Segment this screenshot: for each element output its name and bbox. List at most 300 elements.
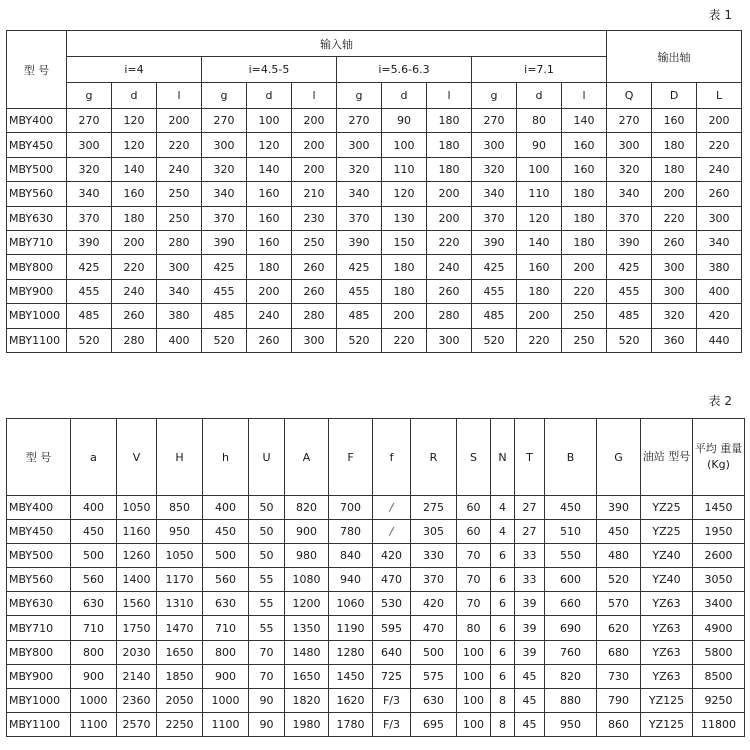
value-cell: 200 xyxy=(652,182,697,206)
value-cell: 260 xyxy=(292,255,337,279)
value-cell: 520 xyxy=(337,328,382,352)
value-cell: 39 xyxy=(515,640,545,664)
value-cell: 820 xyxy=(285,496,329,520)
model-cell: MBY900 xyxy=(7,279,67,303)
value-cell: 140 xyxy=(562,109,607,133)
table-row xyxy=(7,206,742,230)
sub-header-cell: L xyxy=(697,83,742,109)
value-cell: 340 xyxy=(472,182,517,206)
value-cell: 850 xyxy=(157,496,203,520)
value-cell: 380 xyxy=(157,304,202,328)
dimension-weight-table xyxy=(6,418,745,737)
value-cell: 200 xyxy=(517,304,562,328)
table-row xyxy=(7,230,742,254)
value-cell: 950 xyxy=(157,520,203,544)
value-cell: 320 xyxy=(607,157,652,181)
value-cell: 100 xyxy=(457,688,491,712)
column-header: T xyxy=(515,419,545,496)
value-cell: 33 xyxy=(515,568,545,592)
value-cell: 320 xyxy=(337,157,382,181)
value-cell: 180 xyxy=(427,109,472,133)
value-cell: 1280 xyxy=(329,640,373,664)
value-cell: 180 xyxy=(112,206,157,230)
value-cell: 240 xyxy=(427,255,472,279)
value-cell: 300 xyxy=(202,133,247,157)
value-cell: 230 xyxy=(292,206,337,230)
model-cell: MBY800 xyxy=(7,640,71,664)
value-cell: 140 xyxy=(112,157,157,181)
value-cell: 695 xyxy=(411,712,457,736)
value-cell: 4900 xyxy=(693,616,745,640)
value-cell: 620 xyxy=(597,616,641,640)
value-cell: 210 xyxy=(292,182,337,206)
value-cell: 1820 xyxy=(285,688,329,712)
table-row xyxy=(7,544,745,568)
value-cell: 340 xyxy=(697,230,742,254)
model-cell: MBY710 xyxy=(7,230,67,254)
sub-header-cell: g xyxy=(67,83,112,109)
model-cell: MBY800 xyxy=(7,255,67,279)
value-cell: 1060 xyxy=(329,592,373,616)
value-cell: 1780 xyxy=(329,712,373,736)
value-cell: 390 xyxy=(67,230,112,254)
value-cell: 1400 xyxy=(117,568,157,592)
value-cell: 120 xyxy=(112,133,157,157)
value-cell: 500 xyxy=(411,640,457,664)
value-cell: 120 xyxy=(517,206,562,230)
model-cell: MBY710 xyxy=(7,616,71,640)
table-row xyxy=(7,109,742,133)
value-cell: 480 xyxy=(597,544,641,568)
value-cell: 760 xyxy=(545,640,597,664)
value-cell: YZ125 xyxy=(641,712,693,736)
value-cell: 2050 xyxy=(157,688,203,712)
value-cell: 220 xyxy=(382,328,427,352)
value-cell: 160 xyxy=(652,109,697,133)
value-cell: 70 xyxy=(249,664,285,688)
value-cell: 55 xyxy=(249,592,285,616)
value-cell: 1080 xyxy=(285,568,329,592)
value-cell: 6 xyxy=(491,592,515,616)
sub-header-cell: d xyxy=(517,83,562,109)
value-cell: 80 xyxy=(457,616,491,640)
value-cell: 160 xyxy=(247,182,292,206)
value-cell: 180 xyxy=(562,230,607,254)
table-row xyxy=(7,279,742,303)
value-cell: YZ63 xyxy=(641,592,693,616)
value-cell: 340 xyxy=(202,182,247,206)
input-output-shaft-table xyxy=(6,30,742,353)
value-cell: 240 xyxy=(247,304,292,328)
value-cell: 6 xyxy=(491,640,515,664)
value-cell: 425 xyxy=(337,255,382,279)
value-cell: 485 xyxy=(607,304,652,328)
table-row xyxy=(7,640,745,664)
value-cell: 140 xyxy=(517,230,562,254)
value-cell: 690 xyxy=(545,616,597,640)
value-cell: 510 xyxy=(545,520,597,544)
value-cell: 1620 xyxy=(329,688,373,712)
table-row xyxy=(7,688,745,712)
value-cell: 280 xyxy=(292,304,337,328)
value-cell: 595 xyxy=(373,616,411,640)
column-header: U xyxy=(249,419,285,496)
value-cell: 220 xyxy=(652,206,697,230)
value-cell: 70 xyxy=(249,640,285,664)
model-cell: MBY450 xyxy=(7,133,67,157)
model-cell: MBY1000 xyxy=(7,304,67,328)
value-cell: 100 xyxy=(247,109,292,133)
table2-header-row xyxy=(7,419,745,496)
value-cell: 275 xyxy=(411,496,457,520)
value-cell: 840 xyxy=(329,544,373,568)
value-cell: 450 xyxy=(597,520,641,544)
value-cell: 1100 xyxy=(203,712,249,736)
value-cell: 900 xyxy=(285,520,329,544)
value-cell: 470 xyxy=(373,568,411,592)
value-cell: 425 xyxy=(202,255,247,279)
value-cell: 1350 xyxy=(285,616,329,640)
value-cell: 710 xyxy=(71,616,117,640)
value-cell: 180 xyxy=(382,279,427,303)
value-cell: 425 xyxy=(472,255,517,279)
value-cell: 9250 xyxy=(693,688,745,712)
value-cell: 330 xyxy=(411,544,457,568)
value-cell: YZ63 xyxy=(641,664,693,688)
model-cell: MBY1100 xyxy=(7,328,67,352)
column-header: N xyxy=(491,419,515,496)
sub-header-cell: g xyxy=(337,83,382,109)
value-cell: 160 xyxy=(247,230,292,254)
column-header: F xyxy=(329,419,373,496)
value-cell: 280 xyxy=(427,304,472,328)
value-cell: 180 xyxy=(247,255,292,279)
value-cell: 80 xyxy=(517,109,562,133)
value-cell: 200 xyxy=(292,157,337,181)
value-cell: 270 xyxy=(202,109,247,133)
value-cell: 8500 xyxy=(693,664,745,688)
value-cell: 390 xyxy=(337,230,382,254)
value-cell: 1050 xyxy=(157,544,203,568)
value-cell: 100 xyxy=(457,664,491,688)
column-header: V xyxy=(117,419,157,496)
value-cell: 660 xyxy=(545,592,597,616)
model-cell: MBY400 xyxy=(7,109,67,133)
value-cell: 180 xyxy=(427,157,472,181)
value-cell: 260 xyxy=(247,328,292,352)
model-cell: MBY1000 xyxy=(7,688,71,712)
value-cell: 130 xyxy=(382,206,427,230)
table-row xyxy=(7,496,745,520)
column-header: A xyxy=(285,419,329,496)
value-cell: 6 xyxy=(491,568,515,592)
value-cell: 240 xyxy=(157,157,202,181)
value-cell: 485 xyxy=(67,304,112,328)
table-row xyxy=(7,157,742,181)
table-row xyxy=(7,304,742,328)
value-cell: 8 xyxy=(491,712,515,736)
sub-header-cell: l xyxy=(427,83,472,109)
value-cell: 520 xyxy=(607,328,652,352)
value-cell: 180 xyxy=(517,279,562,303)
value-cell: 260 xyxy=(697,182,742,206)
value-cell: 50 xyxy=(249,496,285,520)
value-cell: 220 xyxy=(157,133,202,157)
value-cell: 300 xyxy=(697,206,742,230)
model-cell: MBY400 xyxy=(7,496,71,520)
column-header: G xyxy=(597,419,641,496)
value-cell: 370 xyxy=(411,568,457,592)
value-cell: 110 xyxy=(382,157,427,181)
value-cell: 300 xyxy=(652,279,697,303)
model-cell: MBY1100 xyxy=(7,712,71,736)
model-cell: MBY560 xyxy=(7,182,67,206)
value-cell: F/3 xyxy=(373,688,411,712)
table-row xyxy=(7,568,745,592)
value-cell: 270 xyxy=(607,109,652,133)
value-cell: 1980 xyxy=(285,712,329,736)
sub-header-cell: l xyxy=(292,83,337,109)
value-cell: 485 xyxy=(202,304,247,328)
value-cell: 630 xyxy=(71,592,117,616)
value-cell: 390 xyxy=(597,496,641,520)
value-cell: YZ25 xyxy=(641,496,693,520)
value-cell: 11800 xyxy=(693,712,745,736)
value-cell: 520 xyxy=(472,328,517,352)
value-cell: 100 xyxy=(382,133,427,157)
value-cell: 320 xyxy=(67,157,112,181)
value-cell: 980 xyxy=(285,544,329,568)
value-cell: 260 xyxy=(427,279,472,303)
value-cell: 5800 xyxy=(693,640,745,664)
value-cell: 250 xyxy=(292,230,337,254)
value-cell: 4 xyxy=(491,496,515,520)
value-cell: / xyxy=(373,496,411,520)
value-cell: 200 xyxy=(562,255,607,279)
value-cell: 300 xyxy=(652,255,697,279)
value-cell: 370 xyxy=(337,206,382,230)
value-cell: 1950 xyxy=(693,520,745,544)
table-row xyxy=(7,133,742,157)
table2-caption: 表 2 xyxy=(708,394,732,408)
value-cell: F/3 xyxy=(373,712,411,736)
value-cell: 180 xyxy=(562,182,607,206)
value-cell: 390 xyxy=(202,230,247,254)
value-cell: 160 xyxy=(562,133,607,157)
column-header: a xyxy=(71,419,117,496)
ratio-header: i=5.6-6.3 xyxy=(337,57,472,83)
value-cell: 60 xyxy=(457,496,491,520)
column-header: H xyxy=(157,419,203,496)
value-cell: 820 xyxy=(545,664,597,688)
model-cell: MBY560 xyxy=(7,568,71,592)
value-cell: 1160 xyxy=(117,520,157,544)
value-cell: 1560 xyxy=(117,592,157,616)
value-cell: 120 xyxy=(112,109,157,133)
value-cell: 1190 xyxy=(329,616,373,640)
table2-body xyxy=(7,496,745,737)
value-cell: 530 xyxy=(373,592,411,616)
value-cell: YZ40 xyxy=(641,568,693,592)
value-cell: 1310 xyxy=(157,592,203,616)
model-header: 型 号 xyxy=(7,31,67,109)
value-cell: 110 xyxy=(517,182,562,206)
sub-header-row xyxy=(7,83,742,109)
value-cell: 180 xyxy=(382,255,427,279)
table-row xyxy=(7,255,742,279)
table-row xyxy=(7,616,745,640)
value-cell: 320 xyxy=(202,157,247,181)
model-cell: MBY900 xyxy=(7,664,71,688)
value-cell: 90 xyxy=(249,712,285,736)
value-cell: 900 xyxy=(203,664,249,688)
value-cell: 70 xyxy=(457,544,491,568)
value-cell: 45 xyxy=(515,712,545,736)
value-cell: 425 xyxy=(607,255,652,279)
value-cell: 55 xyxy=(249,568,285,592)
value-cell: 1850 xyxy=(157,664,203,688)
value-cell: 2600 xyxy=(693,544,745,568)
value-cell: 100 xyxy=(457,640,491,664)
value-cell: 880 xyxy=(545,688,597,712)
value-cell: 300 xyxy=(292,328,337,352)
column-header: S xyxy=(457,419,491,496)
value-cell: 220 xyxy=(427,230,472,254)
value-cell: 1450 xyxy=(693,496,745,520)
value-cell: 800 xyxy=(71,640,117,664)
value-cell: 180 xyxy=(562,206,607,230)
value-cell: 520 xyxy=(67,328,112,352)
value-cell: 485 xyxy=(337,304,382,328)
value-cell: 320 xyxy=(472,157,517,181)
value-cell: 300 xyxy=(337,133,382,157)
value-cell: 2030 xyxy=(117,640,157,664)
model-cell: MBY500 xyxy=(7,544,71,568)
value-cell: 400 xyxy=(203,496,249,520)
value-cell: 400 xyxy=(697,279,742,303)
value-cell: 455 xyxy=(337,279,382,303)
value-cell: 1750 xyxy=(117,616,157,640)
value-cell: 2140 xyxy=(117,664,157,688)
value-cell: 1470 xyxy=(157,616,203,640)
value-cell: 270 xyxy=(472,109,517,133)
table1-caption: 表 1 xyxy=(708,8,732,22)
output-shaft-header: 输出轴 xyxy=(607,31,742,83)
value-cell: 300 xyxy=(472,133,517,157)
value-cell: 39 xyxy=(515,616,545,640)
value-cell: 2250 xyxy=(157,712,203,736)
value-cell: 300 xyxy=(607,133,652,157)
value-cell: YZ40 xyxy=(641,544,693,568)
value-cell: 160 xyxy=(562,157,607,181)
value-cell: 420 xyxy=(373,544,411,568)
value-cell: 160 xyxy=(517,255,562,279)
value-cell: 550 xyxy=(545,544,597,568)
value-cell: 250 xyxy=(157,206,202,230)
value-cell: 1050 xyxy=(117,496,157,520)
value-cell: 710 xyxy=(203,616,249,640)
value-cell: 2570 xyxy=(117,712,157,736)
value-cell: 455 xyxy=(202,279,247,303)
value-cell: 450 xyxy=(71,520,117,544)
sub-header-cell: g xyxy=(472,83,517,109)
value-cell: 200 xyxy=(427,206,472,230)
sub-header-cell: l xyxy=(157,83,202,109)
column-header: 平均 重量 (Kg) xyxy=(693,419,745,496)
value-cell: 100 xyxy=(457,712,491,736)
value-cell: 270 xyxy=(337,109,382,133)
value-cell: 250 xyxy=(562,304,607,328)
value-cell: 220 xyxy=(697,133,742,157)
column-header: f xyxy=(373,419,411,496)
value-cell: 180 xyxy=(652,133,697,157)
value-cell: 320 xyxy=(652,304,697,328)
value-cell: 160 xyxy=(247,206,292,230)
value-cell: 305 xyxy=(411,520,457,544)
value-cell: 180 xyxy=(427,133,472,157)
sub-header-cell: d xyxy=(382,83,427,109)
value-cell: 150 xyxy=(382,230,427,254)
value-cell: 70 xyxy=(457,568,491,592)
value-cell: 800 xyxy=(203,640,249,664)
sub-header-cell: d xyxy=(247,83,292,109)
value-cell: 90 xyxy=(517,133,562,157)
value-cell: 280 xyxy=(157,230,202,254)
value-cell: 370 xyxy=(67,206,112,230)
value-cell: 33 xyxy=(515,544,545,568)
value-cell: 300 xyxy=(67,133,112,157)
value-cell: 250 xyxy=(562,328,607,352)
table-row xyxy=(7,664,745,688)
sub-header-cell: D xyxy=(652,83,697,109)
value-cell: 90 xyxy=(382,109,427,133)
table-row xyxy=(7,520,745,544)
value-cell: 560 xyxy=(71,568,117,592)
value-cell: 370 xyxy=(607,206,652,230)
value-cell: 1170 xyxy=(157,568,203,592)
value-cell: 220 xyxy=(562,279,607,303)
ratio-header: i=7.1 xyxy=(472,57,607,83)
value-cell: 450 xyxy=(203,520,249,544)
value-cell: 485 xyxy=(472,304,517,328)
value-cell: 90 xyxy=(249,688,285,712)
value-cell: YZ63 xyxy=(641,616,693,640)
column-header: R xyxy=(411,419,457,496)
value-cell: YZ63 xyxy=(641,640,693,664)
value-cell: 200 xyxy=(382,304,427,328)
value-cell: 6 xyxy=(491,616,515,640)
value-cell: 45 xyxy=(515,688,545,712)
value-cell: 260 xyxy=(112,304,157,328)
sub-header-cell: Q xyxy=(607,83,652,109)
value-cell: 340 xyxy=(67,182,112,206)
value-cell: 60 xyxy=(457,520,491,544)
value-cell: 240 xyxy=(697,157,742,181)
value-cell: 100 xyxy=(517,157,562,181)
value-cell: 55 xyxy=(249,616,285,640)
value-cell: 950 xyxy=(545,712,597,736)
sub-header-cell: l xyxy=(562,83,607,109)
value-cell: 45 xyxy=(515,664,545,688)
value-cell: / xyxy=(373,520,411,544)
value-cell: 370 xyxy=(202,206,247,230)
value-cell: 500 xyxy=(71,544,117,568)
value-cell: 200 xyxy=(292,109,337,133)
value-cell: 575 xyxy=(411,664,457,688)
column-header: h xyxy=(203,419,249,496)
value-cell: 1480 xyxy=(285,640,329,664)
value-cell: 425 xyxy=(67,255,112,279)
